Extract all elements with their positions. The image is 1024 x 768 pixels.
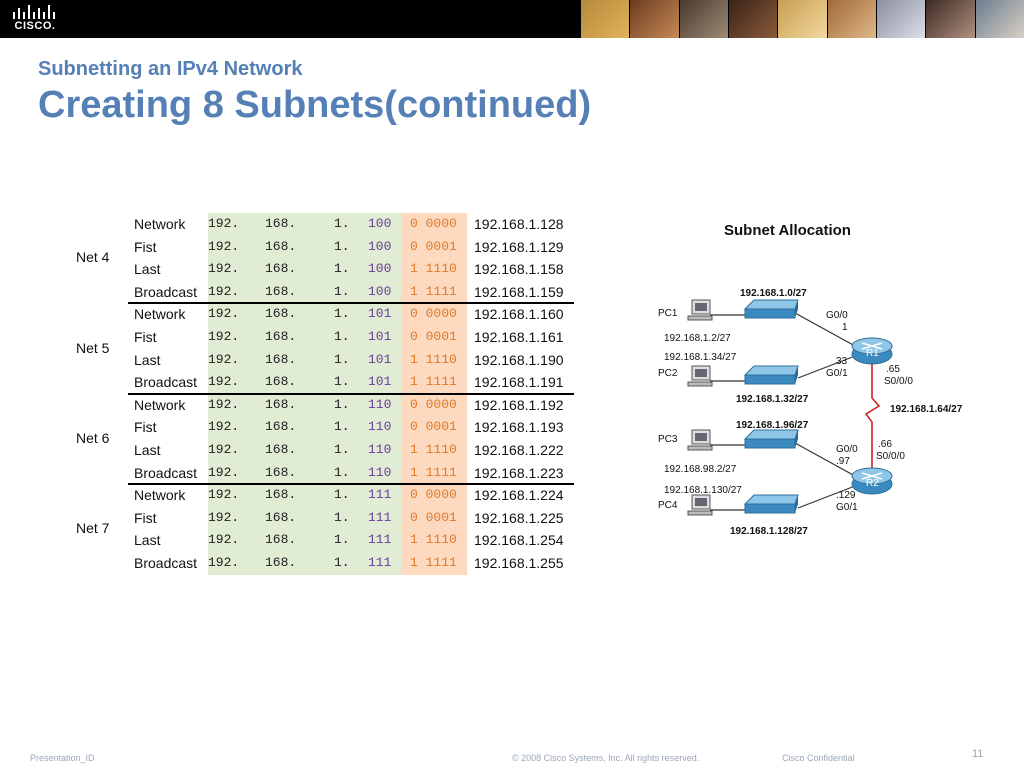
octet-3: 1. <box>334 487 350 503</box>
octet-1: 192. <box>208 532 240 548</box>
host-bits: 0 0000 <box>410 306 457 322</box>
pc-label: PC3 <box>658 434 678 445</box>
host-bits: 1 1110 <box>410 351 457 367</box>
slide-subtitle: Subnetting an IPv4 Network <box>38 58 303 80</box>
octet-1: 192. <box>208 487 240 503</box>
router-label: R1 <box>866 348 879 359</box>
subnet-bits: 100 <box>368 238 392 254</box>
subnet-label: 192.168.1.128/27 <box>730 526 808 537</box>
topology-drawing <box>650 218 990 548</box>
row-label: Network <box>134 216 186 232</box>
pc-label: PC4 <box>658 500 678 511</box>
ip-label: 1 <box>842 322 848 333</box>
subnet-allocation-diagram <box>650 218 990 548</box>
pc-icon <box>688 495 712 515</box>
octet-1: 192. <box>208 283 240 299</box>
row-label: Broadcast <box>134 464 198 481</box>
subnet-bits: 101 <box>368 374 392 390</box>
octet-3: 1. <box>334 216 350 231</box>
ip-label: .65 <box>886 364 900 375</box>
table-row <box>68 552 578 575</box>
ip-address: 192.168.1.224 <box>474 487 564 504</box>
table-row <box>68 281 578 304</box>
interface-label: G0/0 <box>826 310 848 321</box>
banner-photo-strip <box>580 0 1024 38</box>
switch-icon <box>745 495 798 513</box>
octet-3: 1. <box>334 261 350 277</box>
host-bits: 0 0000 <box>410 216 457 231</box>
row-label: Last <box>134 351 161 368</box>
subnet-label: 192.168.1.96/27 <box>736 420 809 431</box>
banner-photo <box>629 0 678 38</box>
interface-label: G0/0 <box>836 444 858 455</box>
octet-1: 192. <box>208 261 240 277</box>
banner-photo <box>827 0 876 38</box>
table-row <box>68 349 578 372</box>
subnet-bits: 110 <box>368 464 392 480</box>
ip-address: 192.168.1.190 <box>474 351 564 368</box>
banner-photo <box>876 0 925 38</box>
table-row <box>68 303 578 326</box>
pc-label: PC1 <box>658 308 678 319</box>
ip-address: 192.168.1.129 <box>474 238 564 255</box>
banner-photo <box>679 0 728 38</box>
octet-3: 1. <box>334 283 350 299</box>
table-row <box>68 213 578 236</box>
octet-2: 168. <box>265 419 297 435</box>
ip-label: 192.168.1.130/27 <box>664 485 742 496</box>
octet-1: 192. <box>208 396 240 412</box>
net-label: Net 4 <box>76 249 110 266</box>
table-row <box>68 507 578 530</box>
host-bits: 1 1111 <box>410 283 457 299</box>
table-row <box>68 258 578 281</box>
subnet-bits: 101 <box>368 351 392 367</box>
pc-icon <box>688 366 712 386</box>
net-label: Net 6 <box>76 430 110 446</box>
table-row <box>68 416 578 439</box>
net-label: Net 7 <box>76 520 110 537</box>
pc-label: PC2 <box>658 368 678 379</box>
subnet-bits: 111 <box>368 555 392 570</box>
octet-2: 168. <box>265 442 297 457</box>
ip-label: .66 <box>878 439 892 450</box>
table-row <box>68 439 578 462</box>
footer-copyright: © 2008 Cisco Systems, Inc. All rights reserved. <box>512 753 700 763</box>
ip-label: 192.168.98.2/27 <box>664 464 737 475</box>
interface-label: S0/0/0 <box>876 451 905 462</box>
interface-label: G0/1 <box>826 368 848 379</box>
ip-address: 192.168.1.193 <box>474 419 564 436</box>
ip-address: 192.168.1.255 <box>474 555 564 571</box>
host-bits: 0 0001 <box>410 419 457 435</box>
banner-photo <box>777 0 826 38</box>
host-bits: 1 1110 <box>410 532 457 548</box>
subnet-bits: 100 <box>368 216 392 231</box>
row-label: Fist <box>134 509 157 526</box>
row-label: Last <box>134 532 161 549</box>
octet-3: 1. <box>334 351 350 367</box>
diagram-title: Subnet Allocation <box>724 222 851 239</box>
octet-3: 1. <box>334 442 350 457</box>
table-row <box>68 236 578 259</box>
octet-2: 168. <box>265 238 297 254</box>
octet-1: 192. <box>208 509 240 525</box>
ethernet-links <box>710 313 855 510</box>
ip-address: 192.168.1.222 <box>474 442 564 458</box>
net-separator <box>128 393 574 395</box>
table-row <box>68 371 578 394</box>
host-bits: 1 1111 <box>410 464 457 480</box>
net-separator <box>128 483 574 485</box>
row-label: Network <box>134 306 186 323</box>
row-label: Broadcast <box>134 283 198 300</box>
table-row <box>68 326 578 349</box>
table-row <box>68 484 578 507</box>
octet-1: 192. <box>208 555 240 570</box>
banner-photo <box>925 0 974 38</box>
ip-label: 192.168.1.2/27 <box>664 333 731 344</box>
octet-2: 168. <box>265 351 297 367</box>
subnet-bits: 110 <box>368 419 392 435</box>
cisco-logo-text: CISCO. <box>14 20 56 32</box>
octet-2: 168. <box>265 487 297 503</box>
subnet-bits: 100 <box>368 261 392 277</box>
row-label: Broadcast <box>134 374 198 391</box>
ip-address: 192.168.1.128 <box>474 216 564 232</box>
octet-3: 1. <box>334 396 350 412</box>
row-label: Broadcast <box>134 555 198 571</box>
banner-photo <box>728 0 777 38</box>
ip-address: 192.168.1.158 <box>474 261 564 278</box>
subnet-label: 192.168.1.64/27 <box>890 404 963 415</box>
octet-3: 1. <box>334 238 350 254</box>
octet-1: 192. <box>208 329 240 344</box>
octet-3: 1. <box>334 464 350 480</box>
table-row <box>68 462 578 485</box>
pc-icon <box>688 300 712 320</box>
subnet-bits: 111 <box>368 509 392 525</box>
row-label: Last <box>134 261 161 278</box>
cisco-bars-icon <box>12 5 58 19</box>
table-row <box>68 394 578 417</box>
subnet-label: 192.168.1.0/27 <box>740 288 807 299</box>
subnet-label: 192.168.1.32/27 <box>736 394 809 405</box>
host-bits: 1 1111 <box>410 374 457 390</box>
host-bits: 0 0000 <box>410 487 457 503</box>
ip-label: .97 <box>836 456 850 467</box>
octet-2: 168. <box>265 396 297 412</box>
octet-3: 1. <box>334 532 350 548</box>
octet-2: 168. <box>265 261 297 277</box>
octet-2: 168. <box>265 329 297 344</box>
footer-confidential: Cisco Confidential <box>782 753 855 763</box>
octet-2: 168. <box>265 216 297 231</box>
ip-address: 192.168.1.225 <box>474 509 564 526</box>
ip-address: 192.168.1.254 <box>474 532 564 549</box>
footer-presentation-id: Presentation_ID <box>30 753 95 763</box>
row-label: Last <box>134 442 161 458</box>
row-label: Network <box>134 396 186 413</box>
cisco-logo <box>12 5 58 33</box>
octet-3: 1. <box>334 555 350 570</box>
host-bits: 0 0000 <box>410 396 457 412</box>
octet-1: 192. <box>208 464 240 480</box>
host-bits: 1 1110 <box>410 442 457 457</box>
host-bits: 1 1110 <box>410 261 457 277</box>
top-banner <box>0 0 1024 38</box>
octet-1: 192. <box>208 216 240 231</box>
octet-1: 192. <box>208 238 240 254</box>
octet-2: 168. <box>265 283 297 299</box>
octet-1: 192. <box>208 442 240 457</box>
subnet-bits: 101 <box>368 306 392 322</box>
octet-3: 1. <box>334 419 350 435</box>
row-label: Fist <box>134 419 157 436</box>
octet-1: 192. <box>208 374 240 390</box>
subnet-bits: 111 <box>368 532 392 548</box>
row-label: Fist <box>134 329 157 345</box>
octet-2: 168. <box>265 555 297 570</box>
octet-1: 192. <box>208 351 240 367</box>
net-separator <box>128 302 574 304</box>
ip-address: 192.168.1.191 <box>474 374 564 391</box>
octet-2: 168. <box>265 306 297 322</box>
octet-1: 192. <box>208 419 240 435</box>
ip-address: 192.168.1.159 <box>474 283 564 300</box>
interface-label: S0/0/0 <box>884 376 913 387</box>
subnet-bits: 110 <box>368 442 392 457</box>
page-number: 11 <box>972 748 984 760</box>
net-label: Net 5 <box>76 339 110 356</box>
octet-3: 1. <box>334 374 350 390</box>
octet-3: 1. <box>334 306 350 322</box>
host-bits: 0 0001 <box>410 509 457 525</box>
subnet-bits: 100 <box>368 283 392 299</box>
ip-label: 33 <box>836 356 848 367</box>
octet-1: 192. <box>208 306 240 322</box>
ip-address: 192.168.1.161 <box>474 329 564 345</box>
ip-address: 192.168.1.160 <box>474 306 564 323</box>
octet-3: 1. <box>334 509 350 525</box>
octet-2: 168. <box>265 464 297 480</box>
subnet-bits: 111 <box>368 487 392 503</box>
subnet-bits: 110 <box>368 396 392 412</box>
host-bits: 1 1111 <box>410 555 457 570</box>
row-label: Fist <box>134 238 157 255</box>
switch-icon <box>745 366 798 384</box>
octet-2: 168. <box>265 374 297 390</box>
table-row <box>68 529 578 552</box>
switch-icon <box>745 430 798 448</box>
row-label: Network <box>134 487 186 504</box>
pc-icon <box>688 430 712 450</box>
switch-icon <box>745 300 798 318</box>
host-bits: 0 0001 <box>410 329 457 344</box>
host-bits: 0 0001 <box>410 238 457 254</box>
ip-address: 192.168.1.223 <box>474 464 564 481</box>
ip-label: 192.168.1.34/27 <box>664 352 737 363</box>
router-label: R2 <box>866 478 879 489</box>
subnet-bits: 101 <box>368 329 392 344</box>
banner-photo <box>580 0 629 38</box>
interface-label: G0/1 <box>836 502 858 513</box>
octet-2: 168. <box>265 532 297 548</box>
banner-photo <box>975 0 1024 38</box>
ip-address: 192.168.1.192 <box>474 396 564 413</box>
octet-3: 1. <box>334 329 350 344</box>
ip-label: .129 <box>836 490 856 501</box>
octet-2: 168. <box>265 509 297 525</box>
slide-title: Creating 8 Subnets(continued) <box>38 84 592 126</box>
